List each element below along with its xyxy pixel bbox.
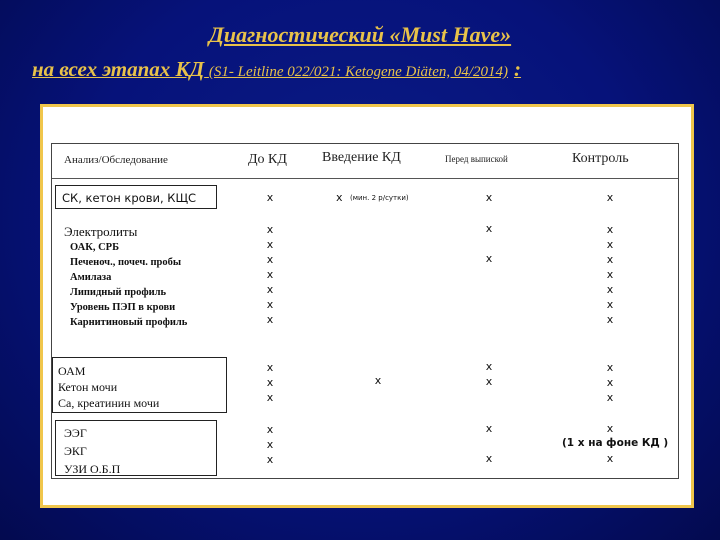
x-mark: x: [266, 376, 274, 389]
row4-control-note: (1 x на фоне КД ): [562, 437, 669, 449]
x-mark: x: [606, 283, 614, 296]
row3-before-marks: [262, 360, 278, 405]
x-mark: x: [266, 298, 274, 311]
row1-control-mark: x: [606, 191, 614, 204]
row2-item: Амилаза: [70, 272, 112, 283]
row4-item: ЭЭГ: [64, 426, 87, 440]
row4-control-mark: x: [606, 422, 614, 435]
x-mark: x: [266, 391, 274, 404]
row4-item: ЭКГ: [64, 444, 87, 458]
row4-items: [64, 424, 120, 478]
x-mark: x: [606, 313, 614, 326]
x-mark: x: [266, 283, 274, 296]
row2-control-marks: [602, 222, 618, 327]
x-mark: x: [266, 313, 274, 326]
x-mark: x: [606, 391, 614, 404]
header-discharge: Перед выпиской: [445, 154, 508, 164]
row4-discharge-mark: x: [485, 422, 493, 435]
x-mark: x: [606, 298, 614, 311]
x-mark: x: [266, 438, 274, 451]
row-divider: [52, 178, 678, 179]
row1-discharge-mark: x: [485, 191, 493, 204]
slide-subtitle: [32, 57, 712, 82]
x-mark: x: [606, 376, 614, 389]
x-mark: x: [266, 253, 274, 266]
x-mark: x: [266, 238, 274, 251]
row3-item: Кетон мочи: [58, 380, 118, 394]
x-mark: x: [606, 361, 614, 374]
row2-discharge-mark: x: [485, 252, 493, 265]
subtitle-main: на всех этапах КД: [32, 57, 205, 81]
row2-item: Печеноч., почеч. пробы: [70, 257, 182, 268]
x-mark: x: [606, 268, 614, 281]
x-mark: x: [606, 253, 614, 266]
subtitle-colon: :: [514, 57, 522, 81]
header-before: До КД: [248, 152, 287, 167]
header-analysis: Анализ/Обследование: [64, 154, 168, 166]
subtitle-source: (S1- Leitline 022/021: Ketogene Diäten, 04/2014): [208, 64, 509, 80]
row2-label: Электролиты: [64, 224, 138, 239]
header-intro: Введение КД: [322, 150, 401, 165]
row2-item: Липидный профиль: [70, 287, 167, 298]
row2-item: Карнитиновый профиль: [70, 317, 188, 328]
row1-label: СК, кетон крови, КЩС: [62, 191, 197, 205]
row2-items: [70, 240, 187, 330]
row2-before-marks: [262, 222, 278, 327]
row1-intro-note: (мин. 2 р/сутки): [350, 194, 409, 202]
row2-item: ОАК, СРБ: [70, 242, 120, 253]
row3-discharge-mark: x: [485, 375, 493, 388]
row4-item: УЗИ О.Б.П: [64, 462, 121, 476]
slide-title: Диагностический «Must Have»: [208, 22, 512, 47]
row2-item: Уровень ПЭП в крови: [70, 302, 176, 313]
row3-item: Ca, креатинин мочи: [58, 396, 160, 410]
x-mark: x: [266, 223, 274, 236]
row3-items: [58, 363, 159, 411]
x-mark: x: [266, 423, 274, 436]
x-mark: x: [266, 361, 274, 374]
x-mark: x: [606, 238, 614, 251]
diagnostics-table: [51, 143, 679, 479]
row1-before-mark: x: [266, 191, 274, 204]
table-panel: [40, 104, 694, 508]
row2-discharge-mark: x: [485, 222, 493, 235]
row1-intro-mark: x: [336, 191, 343, 204]
row4-discharge-mark: x: [485, 452, 493, 465]
row3-discharge-mark: x: [485, 360, 493, 373]
header-control: Контроль: [572, 151, 629, 166]
row3-intro-mark: x: [374, 374, 382, 387]
x-mark: x: [266, 453, 274, 466]
row4-control-mark: x: [606, 452, 614, 465]
row4-before-marks: [262, 422, 278, 467]
row3-control-marks: [602, 360, 618, 405]
x-mark: x: [606, 223, 614, 236]
x-mark: x: [266, 268, 274, 281]
row3-item: ОАМ: [58, 364, 86, 378]
